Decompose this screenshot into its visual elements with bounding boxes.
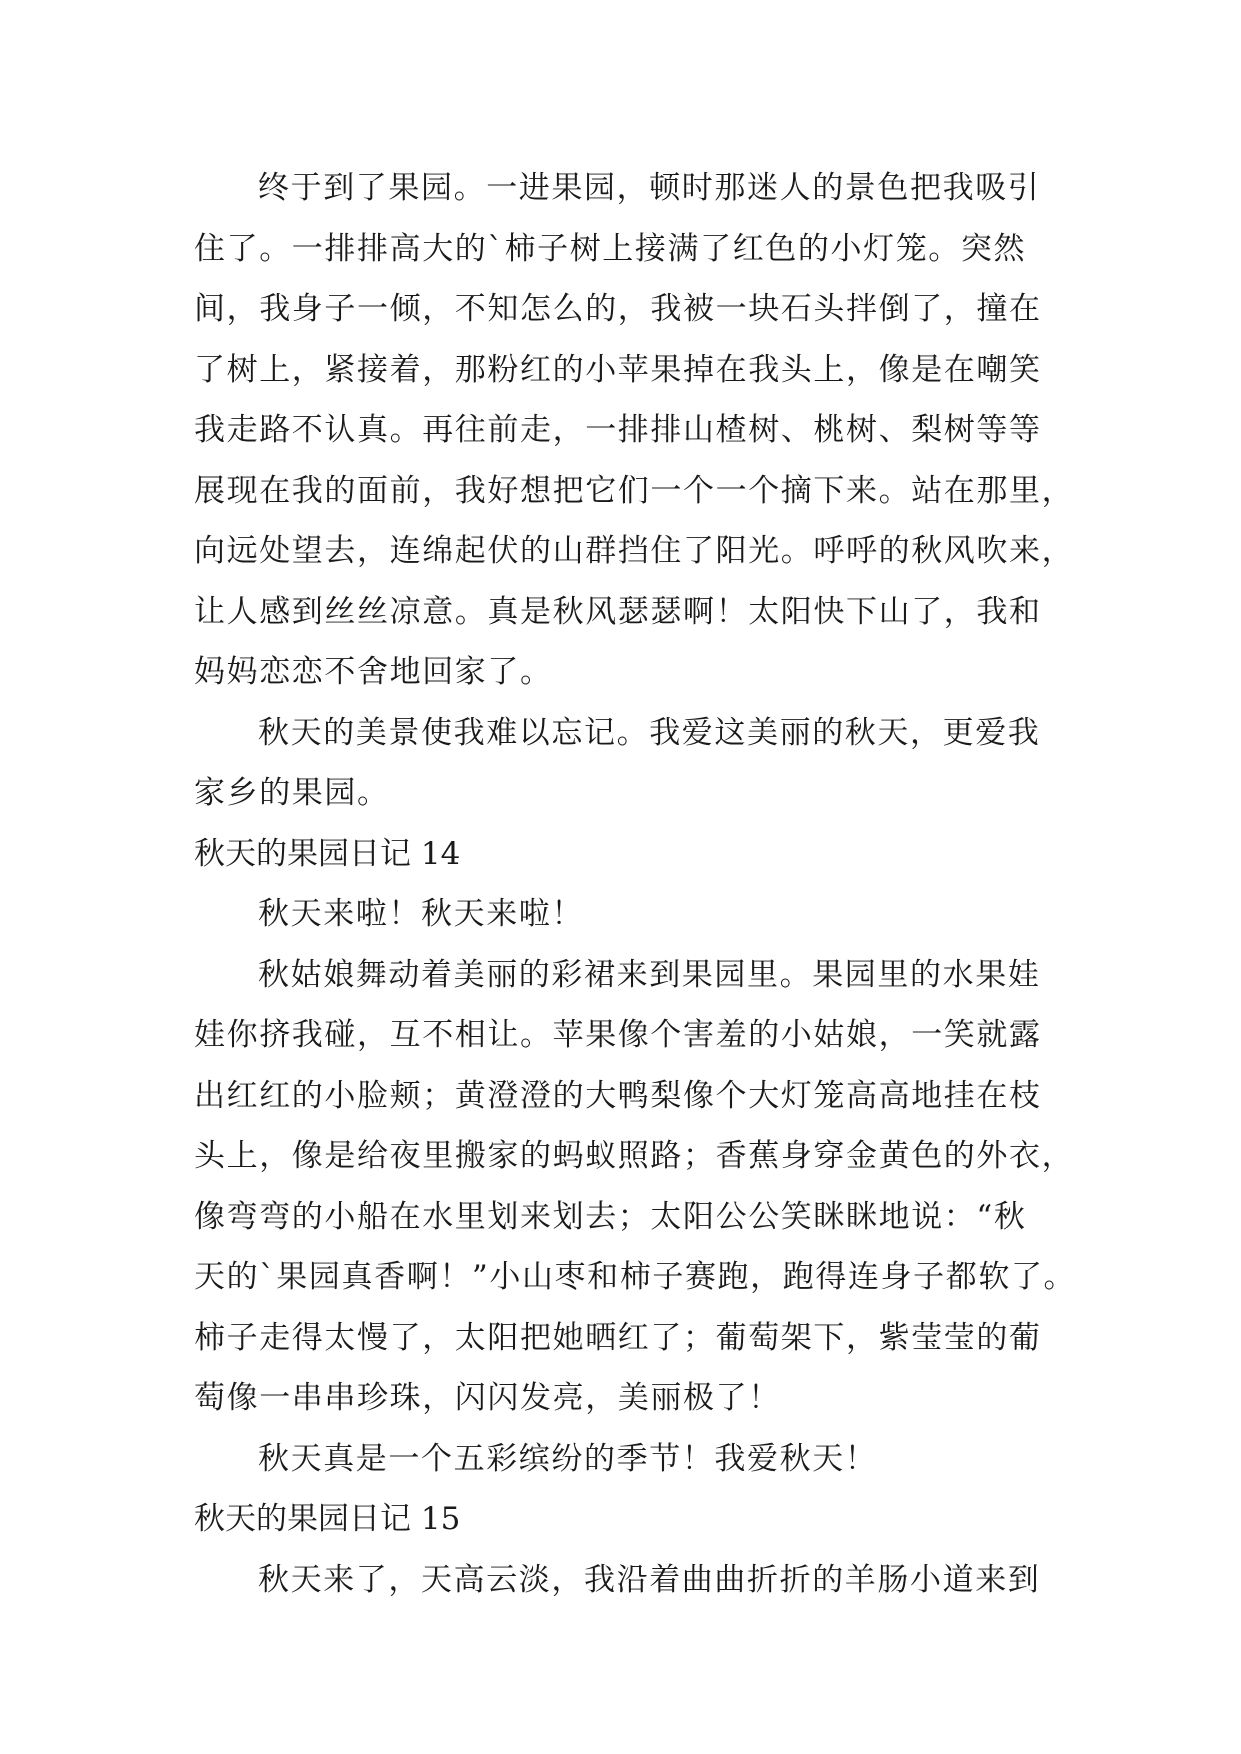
text-line: 娃你挤我碰，互不相让。苹果像个害羞的小姑娘，一笑就露 [194,1017,1042,1053]
text-line: 住了。一排排高大的`柿子树上接满了红色的小灯笼。突然 [194,230,1027,267]
text-line: 秋天来了，天高云淡，我沿着曲曲折折的羊肠小道来到 [258,1561,1041,1598]
text-line: 萄像一串串珍珠，闪闪发亮，美丽极了！ [194,1380,781,1416]
paragraph-closing [194,703,1060,824]
section-heading-14: 秋天的果园日记 14 [194,835,461,872]
text-line: 天的`果园真香啊！”小山枣和柿子赛跑，跑得连身子都软了。 [194,1259,1077,1295]
text-line: 秋姑娘舞动着美丽的彩裙来到果园里。果园里的水果娃 [258,956,1041,993]
text-line: 秋天的美景使我难以忘记。我爱这美丽的秋天，更爱我 [258,714,1041,751]
text-line: 向远处望去，连绵起伏的山群挡住了阳光。呼呼的秋风吹来， [194,533,1075,569]
text-line: 妈妈恋恋不舍地回家了。 [194,654,553,690]
text-line: 了树上，紧接着，那粉红的小苹果掉在我头上，像是在嘲笑 [194,351,1042,388]
text-line: 间，我身子一倾，不知怎么的，我被一块石头拌倒了，撞在 [194,291,1042,327]
paragraph-fruits [194,945,1077,1429]
text-line: 出红红的小脸颊；黄澄澄的大鸭梨像个大灯笼高高地挂在枝 [194,1077,1042,1114]
text-line: 终于到了果园。一进果园，顿时那迷人的景色把我吸引 [258,170,1041,206]
paragraph-intro-14 [194,884,1060,945]
document-page [194,158,1077,1610]
text-line: 家乡的果园。 [194,775,390,811]
text-line: 让人感到丝丝凉意。真是秋风瑟瑟啊！太阳快下山了，我和 [194,593,1042,630]
text-line: 我走路不认真。再往前走，一排排山楂树、桃树、梨树等等 [194,412,1042,448]
section-heading-15: 秋天的果园日记 15 [194,1501,461,1537]
text-line: 像弯弯的小船在水里划来划去；太阳公公笑眯眯地说：“秋 [194,1198,1027,1235]
text-line: 秋天来啦！秋天来啦！ [258,896,584,932]
paragraph-conclusion-14 [194,1429,1060,1490]
text-line: 秋天真是一个五彩缤纷的季节！我爱秋天！ [258,1440,878,1477]
text-line: 头上，像是给夜里搬家的蚂蚁照路；香蕉身穿金黄色的外衣， [194,1138,1075,1174]
text-line: 展现在我的面前，我好想把它们一个一个摘下来。站在那里， [194,472,1075,509]
paragraph-intro-15 [194,1550,1060,1611]
text-line: 柿子走得太慢了，太阳把她晒红了；葡萄架下，紫莹莹的葡 [194,1319,1042,1356]
paragraph-orchard-visit [194,158,1075,703]
